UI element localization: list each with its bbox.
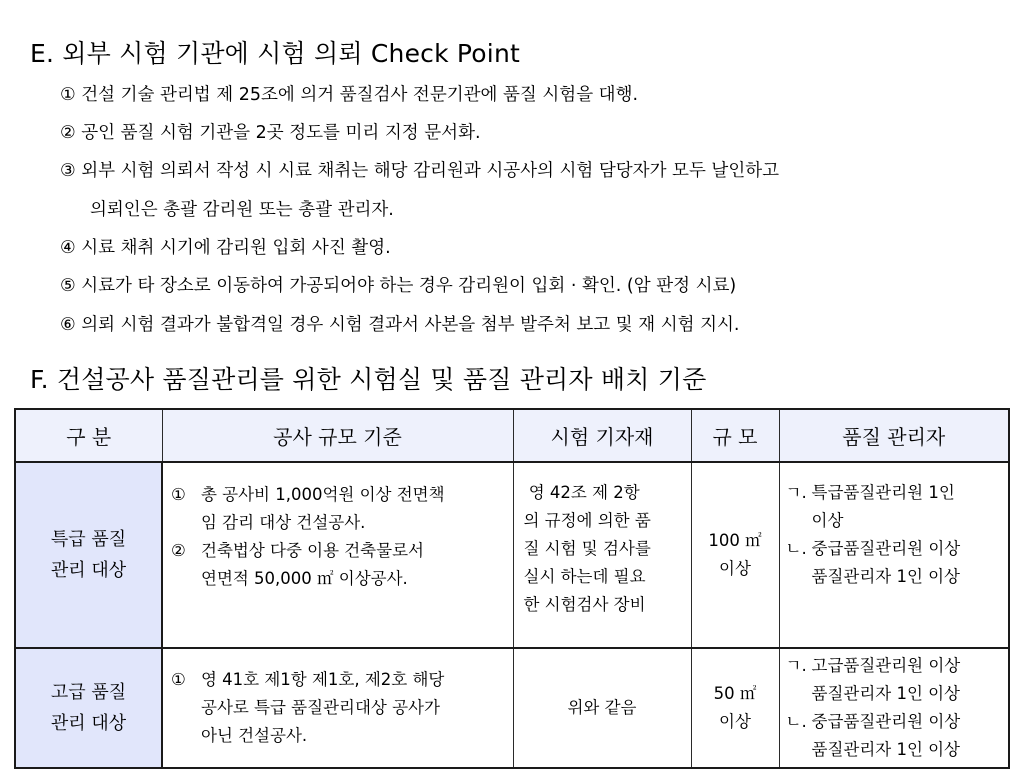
- section-f-title: F. 건설공사 품질관리를 위한 시험실 및 품질 관리자 배치 기준: [30, 365, 707, 394]
- criteria-number: ①: [171, 485, 186, 504]
- criteria-line: 임 감리 대상 건설공사.: [201, 513, 366, 532]
- equipment-cell: [513, 648, 691, 768]
- equipment-line: 질 시험 및 검사를: [523, 539, 651, 558]
- manager-line: 중급품질관리원 이상: [811, 712, 961, 731]
- manager-item: [780, 708, 1009, 764]
- criteria-line: 공사로 특급 품질관리대상 공사가: [201, 698, 440, 717]
- category-line: 관리 대상: [50, 560, 127, 581]
- manager-mark: ㄱ.: [785, 483, 807, 502]
- manager-item: [780, 652, 1009, 708]
- table-row: [15, 648, 1009, 768]
- lab-size-value: 50 ㎡: [713, 684, 757, 703]
- equipment-line: 실시 하는데 필요: [523, 567, 646, 586]
- category-line: 특급 품질: [50, 529, 127, 550]
- equipment-line: 영 42조 제 2항: [523, 483, 640, 502]
- quality-staffing-table: [14, 408, 1010, 769]
- header-scale-criteria: 공사 규모 기준: [162, 409, 513, 462]
- lab-size-cell: [691, 648, 779, 768]
- manager-mark: ㄱ.: [785, 656, 807, 675]
- header-test-equipment: 시험 기자재: [513, 409, 691, 462]
- section-e-title: E. 외부 시험 기관에 시험 의뢰 Check Point: [30, 39, 520, 68]
- manager-line: 이상: [811, 511, 844, 530]
- header-category: 구 분: [15, 409, 162, 462]
- manager-item: [780, 535, 1009, 591]
- equipment-line: 한 시험검사 장비: [523, 595, 646, 614]
- manager-line: 품질관리자 1인 이상: [811, 684, 960, 703]
- equipment-line: 위와 같음: [567, 698, 637, 717]
- check-item-3: ③ 외부 시험 의뢰서 작성 시 시료 채취는 해당 감리원과 시공사의 시험 담당자가 모두 날인하고: [60, 161, 780, 181]
- criteria-line: 총 공사비 1,000억원 이상 전면책: [201, 485, 445, 504]
- criteria-line: 아닌 건설공사.: [201, 726, 308, 745]
- table-header-row: [15, 409, 1009, 462]
- criteria-item: [171, 537, 513, 593]
- criteria-line: 영 41호 제1항 제1호, 제2호 해당: [201, 670, 445, 689]
- manager-mark: ㄴ.: [785, 712, 807, 731]
- check-item-4: ④ 시료 채취 시기에 감리원 입회 사진 촬영.: [60, 238, 391, 258]
- row-category-special: [15, 462, 162, 648]
- lab-size-qualifier: 이상: [719, 712, 751, 731]
- header-size: 규 모: [691, 409, 779, 462]
- criteria-line: 연면적 50,000 ㎡ 이상공사.: [201, 569, 408, 588]
- row-category-advanced: [15, 648, 162, 768]
- manager-line: 고급품질관리원 이상: [811, 656, 961, 675]
- header-quality-manager: 품질 관리자: [779, 409, 1009, 462]
- check-item-2: ② 공인 품질 시험 기관을 2곳 정도를 미리 지정 문서화.: [60, 123, 481, 143]
- criteria-line: 건축법상 다중 이용 건축물로서: [201, 541, 424, 560]
- category-line: 관리 대상: [50, 713, 127, 734]
- manager-line: 품질관리자 1인 이상: [811, 567, 960, 586]
- criteria-item: [171, 666, 513, 750]
- table-row: [15, 462, 1009, 648]
- criteria-number: ②: [171, 541, 186, 560]
- lab-size-qualifier: 이상: [719, 559, 751, 578]
- criteria-number: ①: [171, 670, 186, 689]
- check-item-1: ① 건설 기술 관리법 제 25조에 의거 품질검사 전문기관에 품질 시험을 대행.: [60, 85, 639, 105]
- scale-criteria-cell: [162, 648, 513, 768]
- check-item-6: ⑥ 의뢰 시험 결과가 불합격일 경우 시험 결과서 사본을 첨부 발주처 보고 및 재 시험 지시.: [60, 315, 740, 335]
- equipment-line: 의 규정에 의한 품: [523, 511, 651, 530]
- check-item-3-continuation: 의뢰인은 총괄 감리원 또는 총괄 관리자.: [90, 200, 394, 220]
- manager-line: 품질관리자 1인 이상: [811, 740, 960, 759]
- check-item-5: ⑤ 시료가 타 장소로 이동하여 가공되어야 하는 경우 감리원이 입회 · 확인. (암 판정 시료): [60, 276, 737, 296]
- scale-criteria-cell: [162, 462, 513, 648]
- quality-manager-cell: [779, 648, 1009, 768]
- equipment-cell: [513, 462, 691, 648]
- lab-size-cell: [691, 462, 779, 648]
- manager-line: 특급품질관리원 1인: [811, 483, 955, 502]
- lab-size-value: 100 ㎡: [708, 531, 762, 550]
- category-line: 고급 품질: [50, 682, 127, 703]
- manager-item: [780, 479, 1009, 535]
- manager-line: 중급품질관리원 이상: [811, 539, 961, 558]
- quality-manager-cell: [779, 462, 1009, 648]
- manager-mark: ㄴ.: [785, 539, 807, 558]
- criteria-item: [171, 481, 513, 537]
